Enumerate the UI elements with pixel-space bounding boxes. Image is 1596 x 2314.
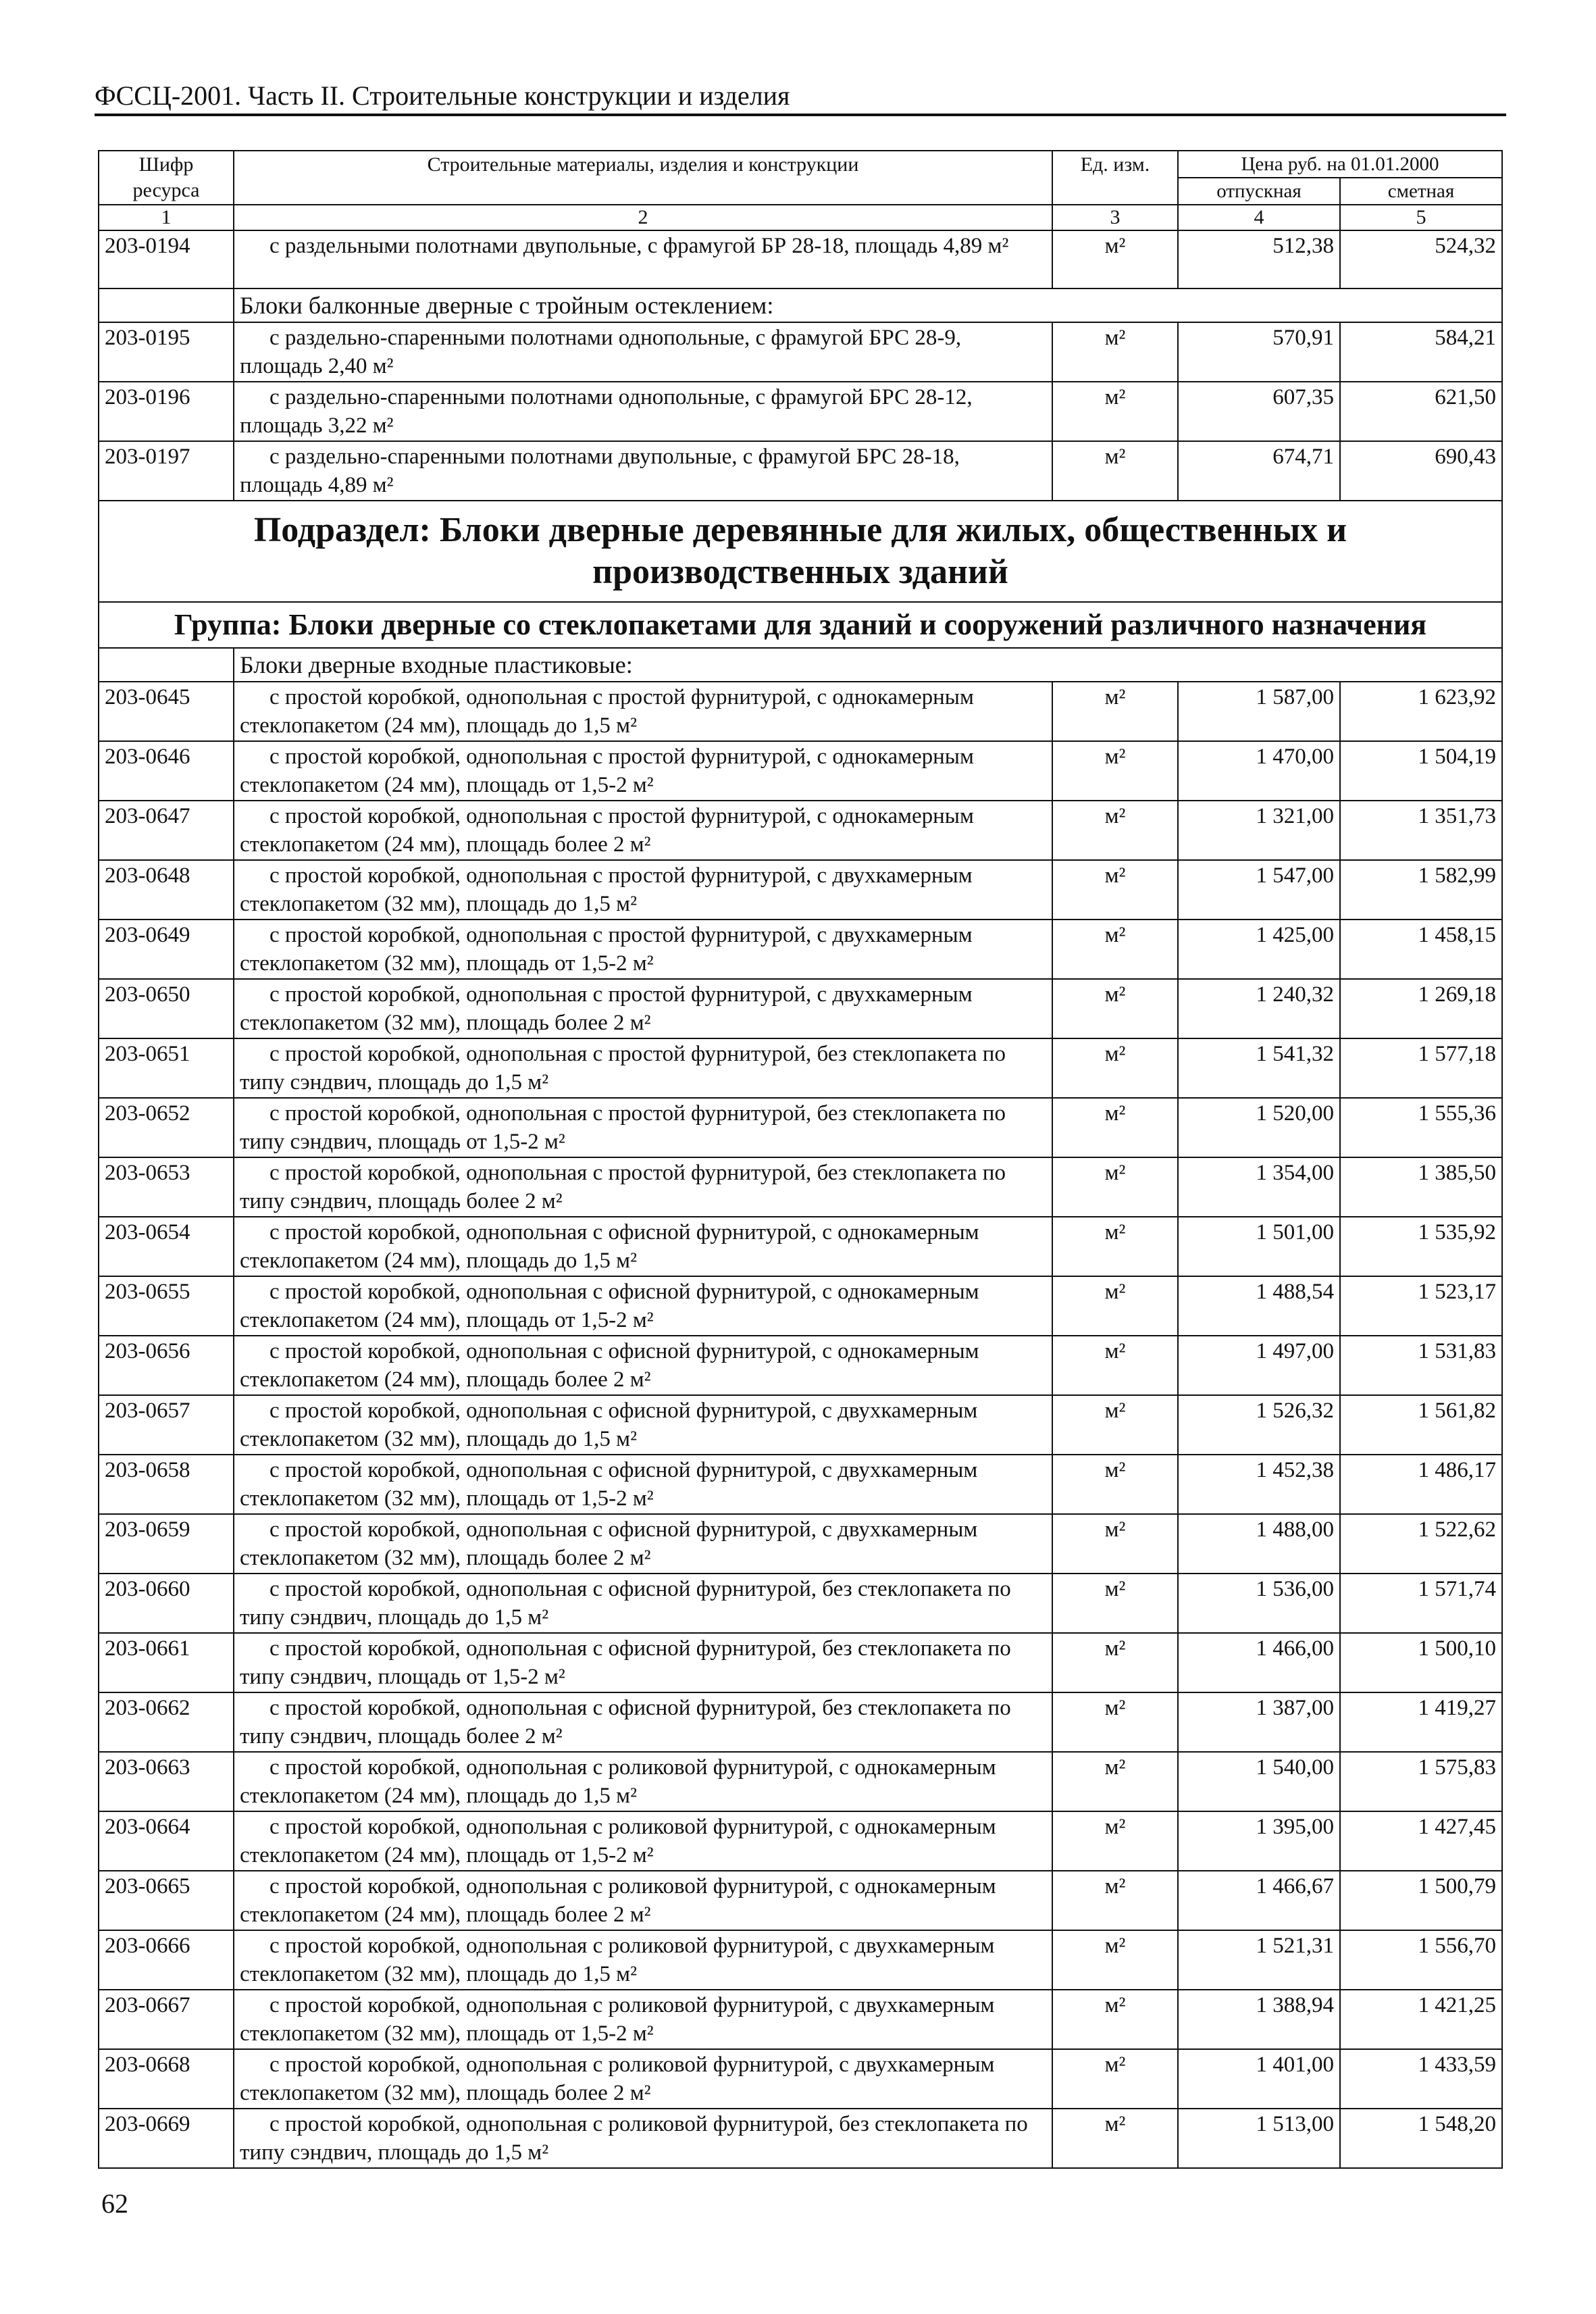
unit-of-measure: м² (1052, 1455, 1178, 1514)
release-price: 1 354,00 (1178, 1157, 1340, 1217)
unit-of-measure: м² (1052, 1930, 1178, 1990)
unit-of-measure: м² (1052, 1038, 1178, 1098)
unit-of-measure: м² (1052, 1752, 1178, 1811)
release-price: 1 388,94 (1178, 1990, 1340, 2049)
table-row (99, 1692, 1502, 1752)
table-row (99, 1038, 1502, 1098)
resource-code: 203-0651 (99, 1038, 234, 1098)
item-description: с простой коробкой, однопольная с офисной фурнитурой, с двухкамерным стеклопакетом (32 мм), площадь до 1,5 м² (234, 1395, 1052, 1455)
resource-code: 203-0649 (99, 920, 234, 979)
table-row (99, 979, 1502, 1038)
resource-code: 203-0645 (99, 682, 234, 741)
table-row (99, 1276, 1502, 1336)
release-price: 1 466,00 (1178, 1633, 1340, 1692)
estimate-price: 1 561,82 (1340, 1395, 1502, 1455)
item-description: с простой коробкой, однопольная с простой фурнитурой, с двухкамерным стеклопакетом (32 мм), площадь от 1,5-2 м² (234, 920, 1052, 979)
resource-code: 203-0196 (99, 382, 234, 441)
table-row (99, 741, 1502, 801)
item-group-title-row (99, 288, 1502, 322)
unit-of-measure: м² (1052, 1811, 1178, 1871)
table-row (99, 2109, 1502, 2168)
item-description: с простой коробкой, однопольная с роликовой фурнитурой, без стеклопакета по типу сэндвич, площадь до 1,5 м² (234, 2109, 1052, 2168)
release-price: 1 321,00 (1178, 801, 1340, 860)
resource-code: 203-0655 (99, 1276, 234, 1336)
resource-code: 203-0657 (99, 1395, 234, 1455)
column-number-row (99, 205, 1502, 230)
resource-code: 203-0658 (99, 1455, 234, 1514)
estimate-price: 1 582,99 (1340, 860, 1502, 920)
estimate-price: 1 531,83 (1340, 1336, 1502, 1395)
release-price: 1 387,00 (1178, 1692, 1340, 1752)
release-price: 1 452,38 (1178, 1455, 1340, 1514)
estimate-price: 1 385,50 (1340, 1157, 1502, 1217)
release-price: 1 536,00 (1178, 1574, 1340, 1633)
page-number: 62 (101, 2188, 128, 2219)
estimate-price: 1 500,10 (1340, 1633, 1502, 1692)
estimate-price: 1 555,36 (1340, 1098, 1502, 1157)
empty-cell (99, 288, 234, 322)
unit-of-measure: м² (1052, 741, 1178, 801)
release-price: 1 488,00 (1178, 1514, 1340, 1574)
item-description: с простой коробкой, однопольная с простой фурнитурой, без стеклопакета по типу сэндвич, площадь более 2 м² (234, 1157, 1052, 1217)
item-description: с простой коробкой, однопольная с офисной фурнитурой, без стеклопакета по типу сэндвич, площадь более 2 м² (234, 1692, 1052, 1752)
price-table-container (98, 150, 1501, 2169)
table-row (99, 1217, 1502, 1276)
estimate-price: 1 523,17 (1340, 1276, 1502, 1336)
column-header-unit: Ед. изм. (1052, 151, 1178, 205)
release-price: 607,35 (1178, 382, 1340, 441)
release-price: 1 240,32 (1178, 979, 1340, 1038)
table-row (99, 1633, 1502, 1692)
estimate-price: 1 571,74 (1340, 1574, 1502, 1633)
resource-code: 203-0195 (99, 322, 234, 382)
unit-of-measure: м² (1052, 1990, 1178, 2049)
unit-of-measure: м² (1052, 1157, 1178, 1217)
column-number: 2 (234, 205, 1052, 230)
estimate-price: 1 421,25 (1340, 1990, 1502, 2049)
estimate-price: 1 500,79 (1340, 1871, 1502, 1930)
header-rule (95, 114, 1506, 116)
column-number: 3 (1052, 205, 1178, 230)
unit-of-measure: м² (1052, 1574, 1178, 1633)
group-title: Группа: Блоки дверные со стеклопакетами для зданий и сооружений различного назначения (99, 602, 1502, 648)
table-body (99, 230, 1502, 682)
unit-of-measure: м² (1052, 1098, 1178, 1157)
release-price: 1 521,31 (1178, 1930, 1340, 1990)
unit-of-measure: м² (1052, 1336, 1178, 1395)
unit-of-measure: м² (1052, 1633, 1178, 1692)
item-description: с простой коробкой, однопольная с офисной фурнитурой, с однокамерным стеклопакетом (24 мм), площадь более 2 м² (234, 1336, 1052, 1395)
unit-of-measure: м² (1052, 2109, 1178, 2168)
table-header (99, 151, 1502, 230)
resource-code: 203-0646 (99, 741, 234, 801)
table-row (99, 1455, 1502, 1514)
estimate-price: 1 577,18 (1340, 1038, 1502, 1098)
table-row (99, 230, 1502, 288)
unit-of-measure: м² (1052, 682, 1178, 741)
column-number: 1 (99, 205, 234, 230)
release-price: 1 520,00 (1178, 1098, 1340, 1157)
release-price: 1 401,00 (1178, 2049, 1340, 2109)
column-number: 4 (1178, 205, 1340, 230)
subsection-title: Подраздел: Блоки дверные деревянные для жилых, общественных и производственных зданий (99, 501, 1502, 602)
release-price: 1 497,00 (1178, 1336, 1340, 1395)
subsection-row (99, 501, 1502, 602)
table-row (99, 1990, 1502, 2049)
column-header-release-price: отпускная (1178, 178, 1340, 205)
resource-code: 203-0662 (99, 1692, 234, 1752)
unit-of-measure: м² (1052, 2049, 1178, 2109)
table-row (99, 1811, 1502, 1871)
table-row (99, 920, 1502, 979)
unit-of-measure: м² (1052, 860, 1178, 920)
resource-code: 203-0647 (99, 801, 234, 860)
release-price: 1 547,00 (1178, 860, 1340, 920)
table-row (99, 1930, 1502, 1990)
release-price: 674,71 (1178, 441, 1340, 501)
column-header-price-group: Цена руб. на 01.01.2000 (1178, 151, 1502, 178)
item-description: с простой коробкой, однопольная с простой фурнитурой, с двухкамерным стеклопакетом (32 мм), площадь более 2 м² (234, 979, 1052, 1038)
item-description: с простой коробкой, однопольная с простой фурнитурой, без стеклопакета по типу сэндвич, площадь до 1,5 м² (234, 1038, 1052, 1098)
resource-code: 203-0197 (99, 441, 234, 501)
table-row (99, 682, 1502, 741)
unit-of-measure: м² (1052, 979, 1178, 1038)
estimate-price: 1 535,92 (1340, 1217, 1502, 1276)
column-header-code: Шифр ресурса (99, 151, 234, 205)
release-price: 1 541,32 (1178, 1038, 1340, 1098)
estimate-price: 1 556,70 (1340, 1930, 1502, 1990)
resource-code: 203-0667 (99, 1990, 234, 2049)
item-description: с простой коробкой, однопольная с простой фурнитурой, с однокамерным стеклопакетом (24 мм), площадь от 1,5-2 м² (234, 741, 1052, 801)
estimate-price: 1 351,73 (1340, 801, 1502, 860)
resource-code: 203-0659 (99, 1514, 234, 1574)
estimate-price: 1 504,19 (1340, 741, 1502, 801)
resource-code: 203-0650 (99, 979, 234, 1038)
release-price: 1 488,54 (1178, 1276, 1340, 1336)
release-price: 1 425,00 (1178, 920, 1340, 979)
resource-code: 203-0194 (99, 230, 234, 288)
table-row (99, 1752, 1502, 1811)
unit-of-measure: м² (1052, 1871, 1178, 1930)
item-description: с простой коробкой, однопольная с роликовой фурнитурой, с однокамерным стеклопакетом (24 мм), площадь до 1,5 м² (234, 1752, 1052, 1811)
running-header: ФССЦ-2001. Часть II. Строительные конструкции и изделия (95, 80, 790, 111)
item-description: с раздельно-спаренными полотнами однопольные, с фрамугой БРС 28-9, площадь 2,40 м² (234, 322, 1052, 382)
item-description: с простой коробкой, однопольная с простой фурнитурой, без стеклопакета по типу сэндвич, площадь от 1,5-2 м² (234, 1098, 1052, 1157)
release-price: 1 470,00 (1178, 741, 1340, 801)
unit-of-measure: м² (1052, 441, 1178, 501)
item-description: с простой коробкой, однопольная с офисной фурнитурой, с однокамерным стеклопакетом (24 мм), площадь до 1,5 м² (234, 1217, 1052, 1276)
item-description: с простой коробкой, однопольная с офисной фурнитурой, с однокамерным стеклопакетом (24 мм), площадь от 1,5-2 м² (234, 1276, 1052, 1336)
item-description: с раздельно-спаренными полотнами однопольные, с фрамугой БРС 28-12, площадь 3,22 м² (234, 382, 1052, 441)
estimate-price: 1 269,18 (1340, 979, 1502, 1038)
estimate-price: 1 623,92 (1340, 682, 1502, 741)
item-description: с простой коробкой, однопольная с роликовой фурнитурой, с однокамерным стеклопакетом (24 мм), площадь более 2 м² (234, 1871, 1052, 1930)
item-description: с простой коробкой, однопольная с роликовой фурнитурой, с однокамерным стеклопакетом (24 мм), площадь от 1,5-2 м² (234, 1811, 1052, 1871)
estimate-price: 1 522,62 (1340, 1514, 1502, 1574)
price-table (98, 150, 1503, 2169)
release-price: 570,91 (1178, 322, 1340, 382)
estimate-price: 1 433,59 (1340, 2049, 1502, 2109)
table-row (99, 441, 1502, 501)
column-header-estimate-price: сметная (1340, 178, 1502, 205)
table-row (99, 382, 1502, 441)
release-price: 1 466,67 (1178, 1871, 1340, 1930)
empty-cell (99, 648, 234, 682)
item-description: с простой коробкой, однопольная с простой фурнитурой, с однокамерным стеклопакетом (24 мм), площадь до 1,5 м² (234, 682, 1052, 741)
release-price: 1 526,32 (1178, 1395, 1340, 1455)
group-row (99, 602, 1502, 648)
resource-code: 203-0654 (99, 1217, 234, 1276)
resource-code: 203-0665 (99, 1871, 234, 1930)
resource-code: 203-0664 (99, 1811, 234, 1871)
item-description: с простой коробкой, однопольная с роликовой фурнитурой, с двухкамерным стеклопакетом (32 мм), площадь до 1,5 м² (234, 1930, 1052, 1990)
table-row (99, 322, 1502, 382)
item-description: с простой коробкой, однопольная с офисной фурнитурой, с двухкамерным стеклопакетом (32 мм), площадь от 1,5-2 м² (234, 1455, 1052, 1514)
estimate-price: 524,32 (1340, 230, 1502, 288)
resource-code: 203-0653 (99, 1157, 234, 1217)
estimate-price: 690,43 (1340, 441, 1502, 501)
resource-code: 203-0660 (99, 1574, 234, 1633)
table-row (99, 801, 1502, 860)
resource-code: 203-0668 (99, 2049, 234, 2109)
estimate-price: 1 458,15 (1340, 920, 1502, 979)
unit-of-measure: м² (1052, 382, 1178, 441)
item-description: с простой коробкой, однопольная с простой фурнитурой, с однокамерным стеклопакетом (24 мм), площадь более 2 м² (234, 801, 1052, 860)
release-price: 1 501,00 (1178, 1217, 1340, 1276)
item-description: с простой коробкой, однопольная с офисной фурнитурой, с двухкамерным стеклопакетом (32 мм), площадь более 2 м² (234, 1514, 1052, 1574)
release-price: 1 540,00 (1178, 1752, 1340, 1811)
resource-code: 203-0661 (99, 1633, 234, 1692)
item-group-title-row (99, 648, 1502, 682)
entry-door-rows (99, 682, 1502, 2168)
item-description: с раздельными полотнами двупольные, с фрамугой БР 28-18, площадь 4,89 м² (234, 230, 1052, 288)
table-row (99, 1098, 1502, 1157)
estimate-price: 1 427,45 (1340, 1811, 1502, 1871)
item-group-title: Блоки балконные дверные с тройным остеклением: (234, 288, 1502, 322)
item-description: с простой коробкой, однопольная с офисной фурнитурой, без стеклопакета по типу сэндвич, площадь до 1,5 м² (234, 1574, 1052, 1633)
release-price: 512,38 (1178, 230, 1340, 288)
release-price: 1 395,00 (1178, 1811, 1340, 1871)
unit-of-measure: м² (1052, 1692, 1178, 1752)
column-number: 5 (1340, 205, 1502, 230)
unit-of-measure: м² (1052, 1217, 1178, 1276)
unit-of-measure: м² (1052, 230, 1178, 288)
unit-of-measure: м² (1052, 322, 1178, 382)
estimate-price: 1 486,17 (1340, 1455, 1502, 1514)
estimate-price: 1 575,83 (1340, 1752, 1502, 1811)
unit-of-measure: м² (1052, 920, 1178, 979)
resource-code: 203-0666 (99, 1930, 234, 1990)
table-row (99, 2049, 1502, 2109)
table-row (99, 1514, 1502, 1574)
estimate-price: 1 419,27 (1340, 1692, 1502, 1752)
table-row (99, 1395, 1502, 1455)
table-row (99, 1871, 1502, 1930)
estimate-price: 621,50 (1340, 382, 1502, 441)
unit-of-measure: м² (1052, 1276, 1178, 1336)
resource-code: 203-0656 (99, 1336, 234, 1395)
item-description: с простой коробкой, однопольная с роликовой фурнитурой, с двухкамерным стеклопакетом (32 мм), площадь более 2 м² (234, 2049, 1052, 2109)
resource-code: 203-0663 (99, 1752, 234, 1811)
item-description: с раздельно-спаренными полотнами двупольные, с фрамугой БРС 28-18, площадь 4,89 м² (234, 441, 1052, 501)
unit-of-measure: м² (1052, 801, 1178, 860)
resource-code: 203-0669 (99, 2109, 234, 2168)
table-row (99, 1574, 1502, 1633)
unit-of-measure: м² (1052, 1395, 1178, 1455)
estimate-price: 584,21 (1340, 322, 1502, 382)
release-price: 1 513,00 (1178, 2109, 1340, 2168)
release-price: 1 587,00 (1178, 682, 1340, 741)
table-row (99, 860, 1502, 920)
estimate-price: 1 548,20 (1340, 2109, 1502, 2168)
item-description: с простой коробкой, однопольная с простой фурнитурой, с двухкамерным стеклопакетом (32 мм), площадь до 1,5 м² (234, 860, 1052, 920)
unit-of-measure: м² (1052, 1514, 1178, 1574)
table-row (99, 1336, 1502, 1395)
item-group-title: Блоки дверные входные пластиковые: (234, 648, 1502, 682)
resource-code: 203-0652 (99, 1098, 234, 1157)
item-description: с простой коробкой, однопольная с роликовой фурнитурой, с двухкамерным стеклопакетом (32 мм), площадь от 1,5-2 м² (234, 1990, 1052, 2049)
resource-code: 203-0648 (99, 860, 234, 920)
table-row (99, 1157, 1502, 1217)
column-header-name: Строительные материалы, изделия и конструкции (234, 151, 1052, 205)
item-description: с простой коробкой, однопольная с офисной фурнитурой, без стеклопакета по типу сэндвич, площадь от 1,5-2 м² (234, 1633, 1052, 1692)
